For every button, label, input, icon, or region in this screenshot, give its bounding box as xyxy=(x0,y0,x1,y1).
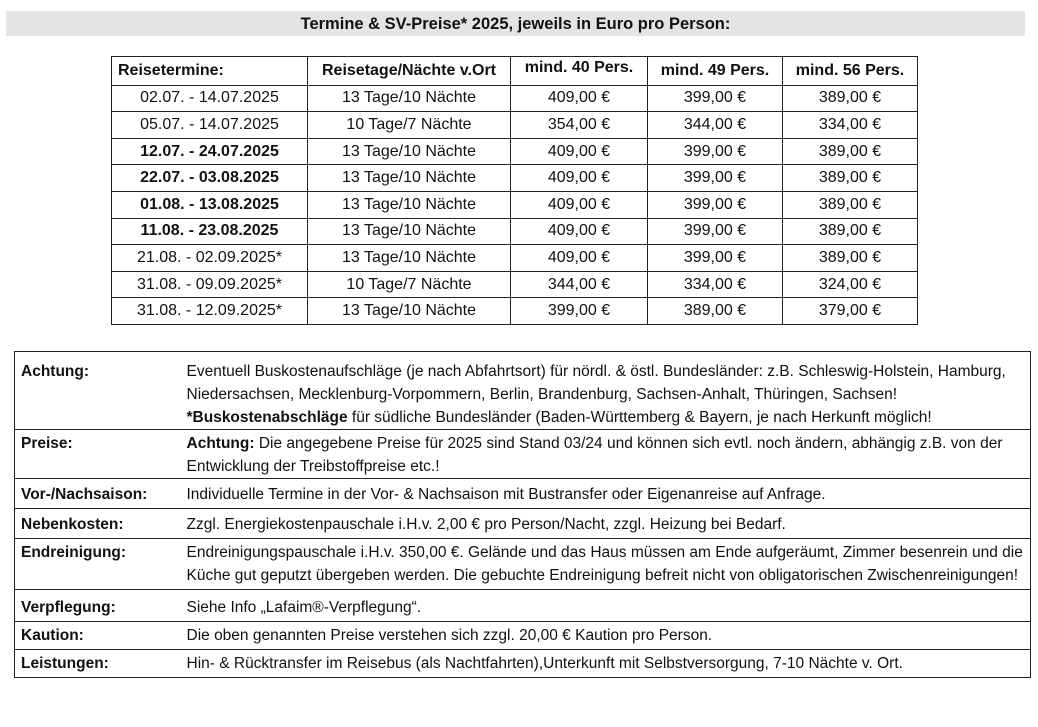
cell-preis-56: 389,00 € xyxy=(783,165,918,192)
cell-preis-49: 399,00 € xyxy=(648,138,783,165)
cell-reisetage: 10 Tage/7 Nächte xyxy=(308,271,511,298)
cell-preis-49: 399,00 € xyxy=(648,218,783,245)
cell-preis-40: 409,00 € xyxy=(511,245,648,272)
cell-preis-56: 389,00 € xyxy=(783,245,918,272)
header-mind-56: mind. 56 Pers. xyxy=(783,57,918,86)
info-row-vor-nachsaison xyxy=(15,479,1031,509)
achtung-text-part1: Eventuell Buskostenaufschläge (je nach Abfahrtsort) für nördl. & östl. Bundesländer: z.B. Schleswig-Holstein, Hamburg, Niedersachsen, Mecklenburg-Vorpommern, Berlin, Brandenburg, Sachsen-Anhalt, Thüringen, Sachsen! xyxy=(186,363,1006,403)
cell-preis-40: 409,00 € xyxy=(511,165,648,192)
info-label-verpflegung: Verpflegung: xyxy=(15,590,183,622)
cell-reisetermin: 05.07. - 14.07.2025 xyxy=(112,112,308,139)
info-text-preise xyxy=(183,430,1031,479)
cell-preis-56: 389,00 € xyxy=(783,138,918,165)
info-table xyxy=(14,351,1031,678)
cell-preis-49: 399,00 € xyxy=(648,85,783,112)
info-label-kaution: Kaution: xyxy=(15,622,183,650)
info-label-achtung: Achtung: xyxy=(15,352,183,430)
cell-preis-40: 399,00 € xyxy=(511,298,648,325)
table-row xyxy=(112,85,918,112)
cell-reisetage: 10 Tage/7 Nächte xyxy=(308,112,511,139)
info-row-endreinigung xyxy=(15,539,1031,590)
header-mind-40: mind. 40 Pers. xyxy=(511,57,648,86)
cell-reisetermin: 22.07. - 03.08.2025 xyxy=(112,165,308,192)
cell-preis-49: 389,00 € xyxy=(648,298,783,325)
cell-preis-40: 409,00 € xyxy=(511,218,648,245)
achtung-text-bold: *Buskostenabschläge xyxy=(186,409,348,426)
header-reisetage: Reisetage/Nächte v.Ort xyxy=(308,57,511,86)
info-label-preise: Preise: xyxy=(15,430,183,479)
cell-preis-56: 379,00 € xyxy=(783,298,918,325)
table-row xyxy=(112,245,918,272)
info-text-endreinigung: Endreinigungspauschale i.H.v. 350,00 €. Gelände und das Haus müssen am Ende aufgeräumt, Zimmer besenrein und die Küche gut geputzt übergeben werden. Die gebuchte Endreinigung befreit nicht von obligatorischen Zwischenreinigungen! xyxy=(183,539,1031,590)
cell-preis-49: 399,00 € xyxy=(648,165,783,192)
cell-preis-56: 389,00 € xyxy=(783,85,918,112)
info-row-achtung xyxy=(15,352,1031,430)
cell-preis-40: 354,00 € xyxy=(511,112,648,139)
info-row-kaution xyxy=(15,622,1031,650)
page-title: Termine & SV-Preise* 2025, jeweils in Euro pro Person: xyxy=(6,11,1025,36)
info-row-leistungen xyxy=(15,650,1031,678)
cell-preis-56: 334,00 € xyxy=(783,112,918,139)
achtung-text-part2: für südliche Bundesländer (Baden-Württemberg & Bayern, je nach Herkunft möglich! xyxy=(347,409,932,426)
cell-reisetermin: 01.08. - 13.08.2025 xyxy=(112,191,308,218)
cell-reisetermin: 21.08. - 02.09.2025* xyxy=(112,245,308,272)
table-row xyxy=(112,138,918,165)
cell-reisetage: 13 Tage/10 Nächte xyxy=(308,138,511,165)
table-row xyxy=(112,271,918,298)
cell-reisetage: 13 Tage/10 Nächte xyxy=(308,218,511,245)
price-table xyxy=(111,56,918,325)
cell-preis-49: 334,00 € xyxy=(648,271,783,298)
price-table-body xyxy=(112,85,918,324)
cell-reisetermin: 02.07. - 14.07.2025 xyxy=(112,85,308,112)
cell-reisetage: 13 Tage/10 Nächte xyxy=(308,191,511,218)
cell-preis-40: 344,00 € xyxy=(511,271,648,298)
preise-text-bold: Achtung: xyxy=(186,435,255,452)
info-text-leistungen: Hin- & Rücktransfer im Reisebus (als Nachtfahrten),Unterkunft mit Selbstversorgung, 7-10 Nächte v. Ort. xyxy=(183,650,1031,678)
cell-preis-40: 409,00 € xyxy=(511,85,648,112)
table-row xyxy=(112,165,918,192)
cell-preis-56: 389,00 € xyxy=(783,218,918,245)
info-label-vor-nachsaison: Vor-/Nachsaison: xyxy=(15,479,183,509)
table-row xyxy=(112,112,918,139)
cell-reisetermin: 31.08. - 09.09.2025* xyxy=(112,271,308,298)
table-row xyxy=(112,298,918,325)
info-label-leistungen: Leistungen: xyxy=(15,650,183,678)
info-label-endreinigung: Endreinigung: xyxy=(15,539,183,590)
cell-preis-40: 409,00 € xyxy=(511,138,648,165)
info-row-verpflegung xyxy=(15,590,1031,622)
cell-preis-40: 409,00 € xyxy=(511,191,648,218)
price-table-header-row xyxy=(112,57,918,86)
info-text-vor-nachsaison: Individuelle Termine in der Vor- & Nachsaison mit Bustransfer oder Eigenanreise auf Anfrage. xyxy=(183,479,1031,509)
cell-reisetage: 13 Tage/10 Nächte xyxy=(308,245,511,272)
cell-preis-49: 399,00 € xyxy=(648,245,783,272)
info-label-nebenkosten: Nebenkosten: xyxy=(15,509,183,539)
cell-preis-49: 344,00 € xyxy=(648,112,783,139)
cell-reisetage: 13 Tage/10 Nächte xyxy=(308,165,511,192)
table-row xyxy=(112,218,918,245)
cell-reisetermin: 31.08. - 12.09.2025* xyxy=(112,298,308,325)
info-text-achtung xyxy=(183,352,1031,430)
cell-reisetermin: 11.08. - 23.08.2025 xyxy=(112,218,308,245)
cell-reisetermin: 12.07. - 24.07.2025 xyxy=(112,138,308,165)
info-text-verpflegung: Siehe Info „Lafaim®-Verpflegung“. xyxy=(183,590,1031,622)
info-text-nebenkosten: Zzgl. Energiekostenpauschale i.H.v. 2,00 € pro Person/Nacht, zzgl. Heizung bei Bedarf. xyxy=(183,509,1031,539)
cell-reisetage: 13 Tage/10 Nächte xyxy=(308,298,511,325)
cell-reisetage: 13 Tage/10 Nächte xyxy=(308,85,511,112)
info-row-nebenkosten xyxy=(15,509,1031,539)
cell-preis-56: 389,00 € xyxy=(783,191,918,218)
table-row xyxy=(112,191,918,218)
header-mind-49: mind. 49 Pers. xyxy=(648,57,783,86)
cell-preis-56: 324,00 € xyxy=(783,271,918,298)
preise-text: Die angegebene Preise für 2025 sind Stand 03/24 und können sich evtl. noch ändern, abhängig z.B. von der Entwicklung der Treibstoffpreise etc.! xyxy=(186,435,1003,475)
header-reisetermine: Reisetermine: xyxy=(112,57,308,86)
info-text-kaution: Die oben genannten Preise verstehen sich zzgl. 20,00 € Kaution pro Person. xyxy=(183,622,1031,650)
info-row-preise xyxy=(15,430,1031,479)
cell-preis-49: 399,00 € xyxy=(648,191,783,218)
